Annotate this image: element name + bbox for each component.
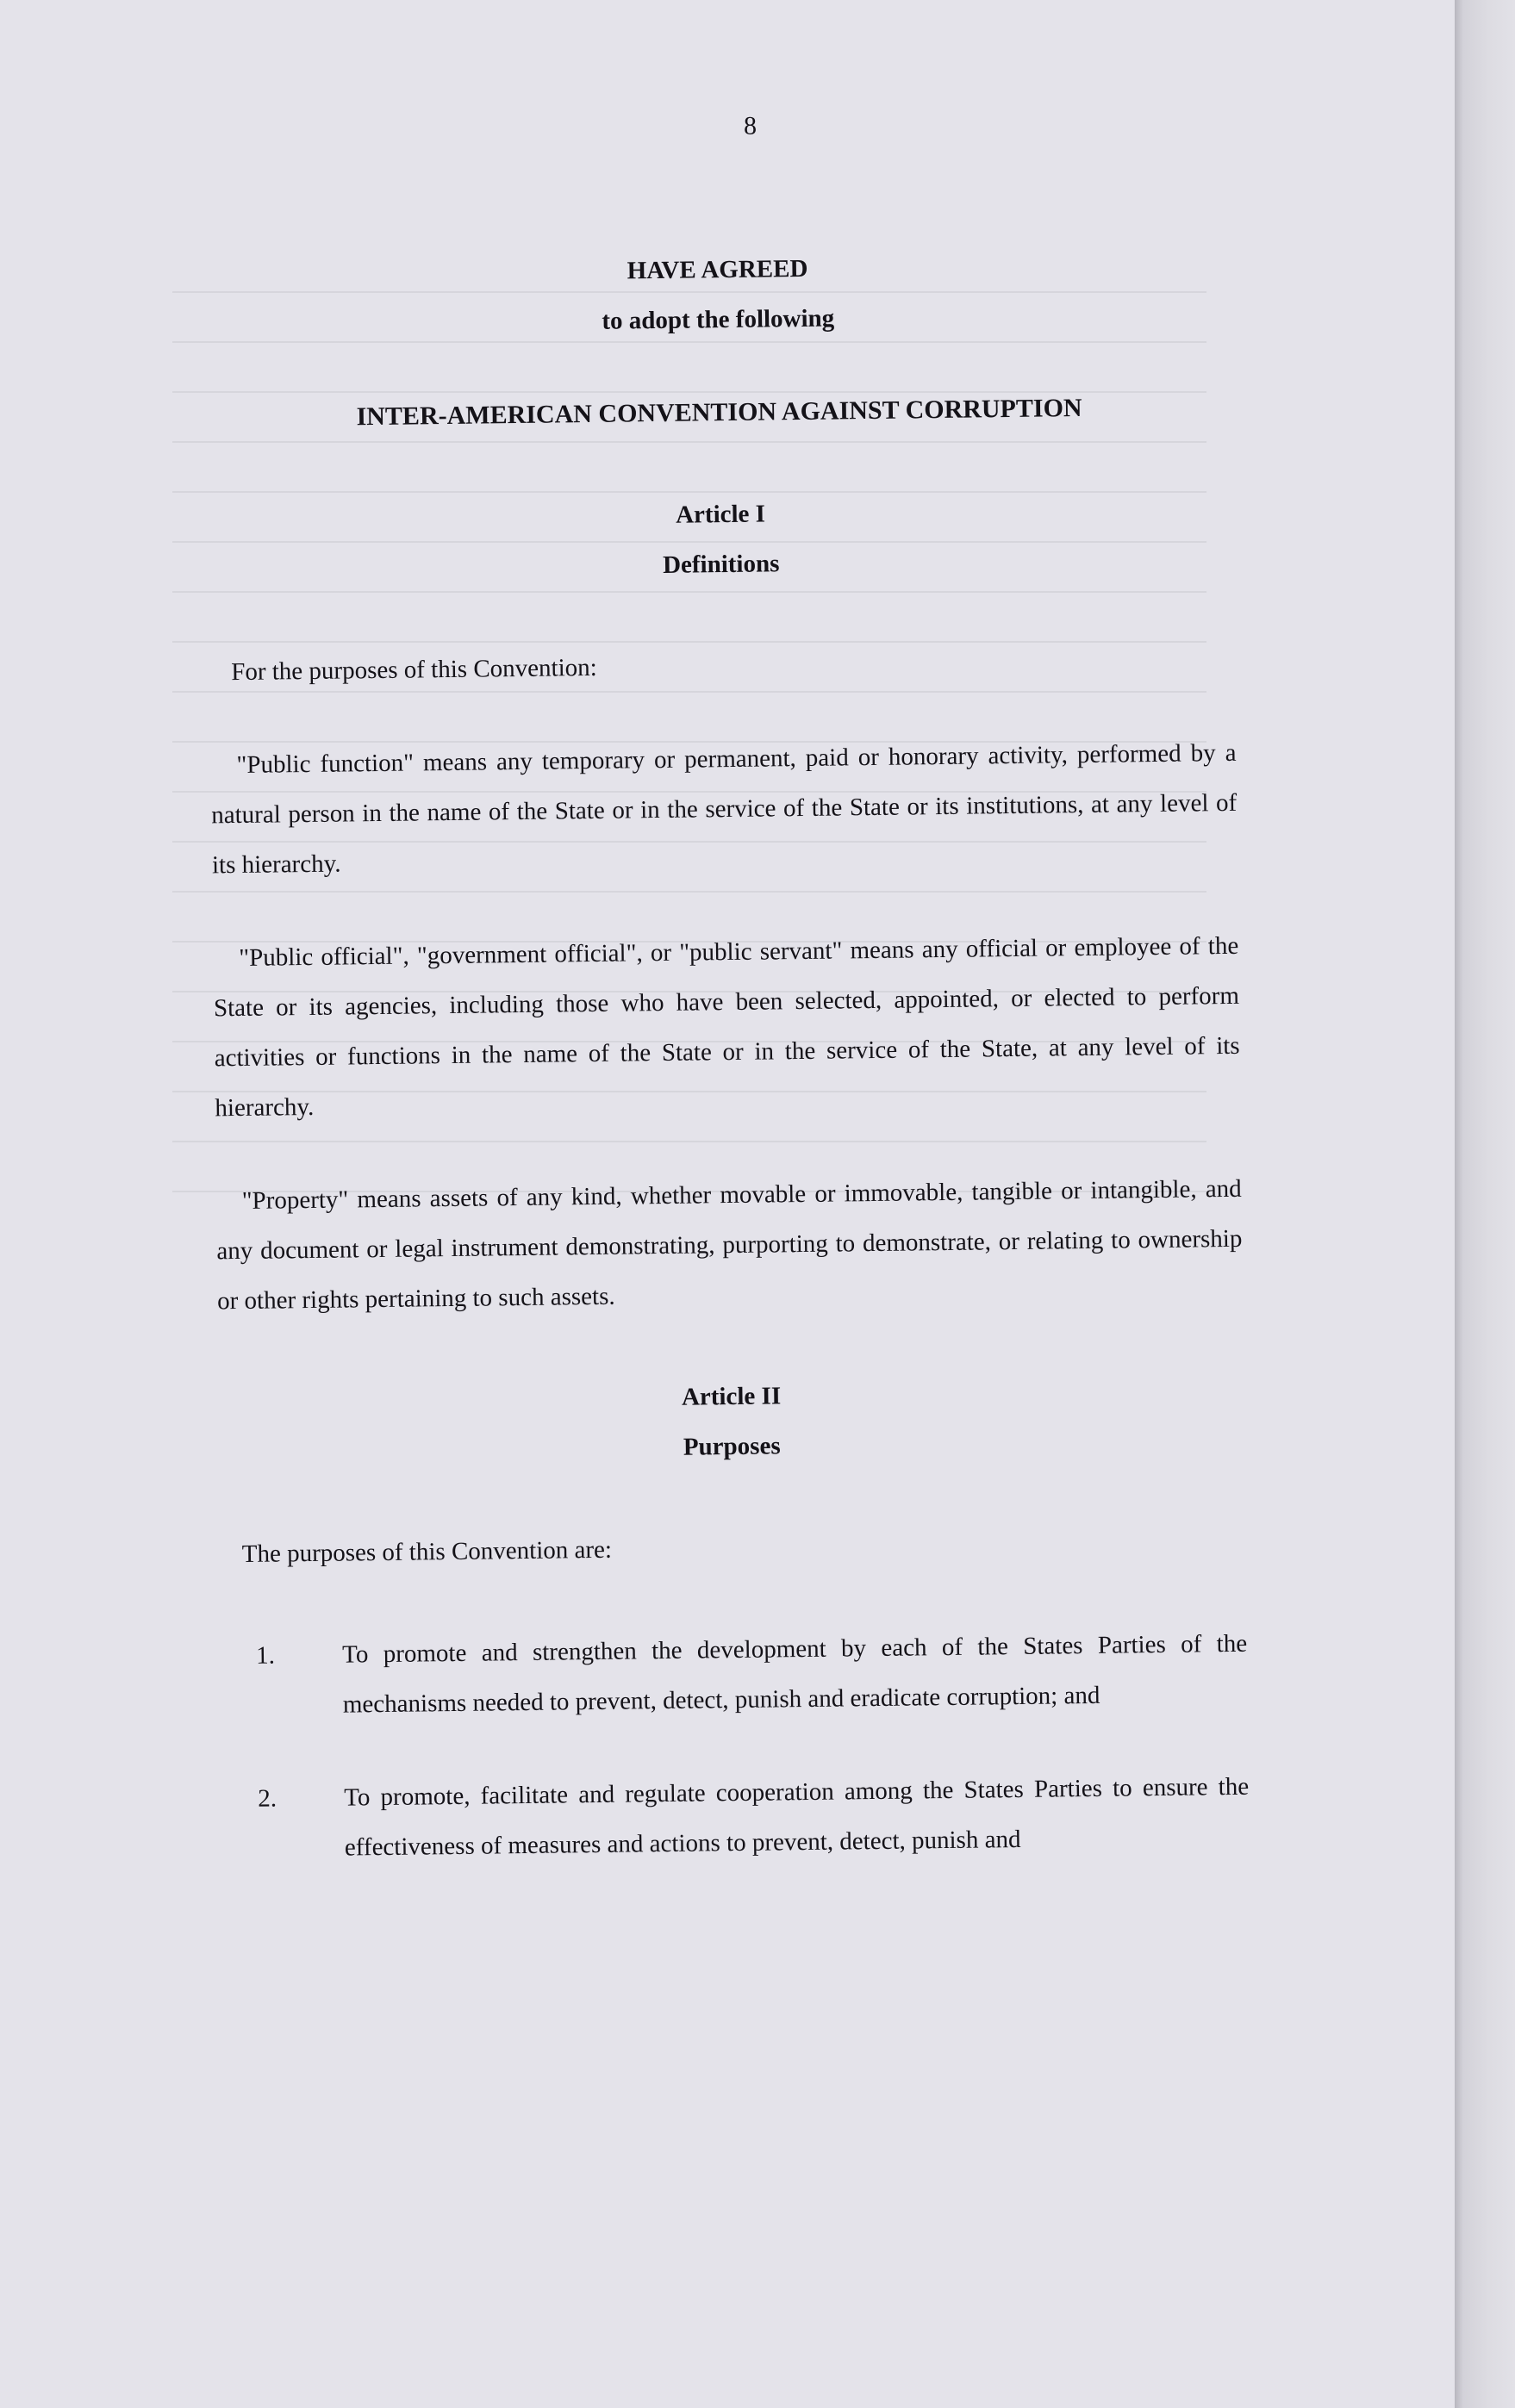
article-2-number: Article II — [681, 1382, 782, 1411]
purposes-list — [221, 1619, 1250, 1875]
article-1-name: Definitions — [662, 550, 780, 579]
definition-property: "Property" means assets of any kind, whether movable or immovable, tangible or intangible, and any document or legal instrument demonstrating, purporting to demonstrate, or relating to ownership or other rights pertaining to such assets. — [216, 1174, 1243, 1316]
article-1-intro: For the purposes of this Convention: — [231, 653, 597, 687]
article-2-intro: The purposes of this Convention are: — [241, 1535, 613, 1568]
article-1 — [208, 483, 1244, 1326]
page-content — [203, 106, 1250, 1874]
preamble-adopt: to adopt the following — [602, 304, 835, 335]
article-2 — [218, 1366, 1250, 1874]
article-1-number: Article I — [675, 500, 766, 529]
list-item-text: To promote and strengthen the development by each of the States Parties of the mechanisms needed to prevent, detect, punish and eradicate corruption; and — [341, 1629, 1248, 1719]
list-item-number: 2. — [258, 1784, 277, 1813]
list-item-text: To promote, facilitate and regulate cooperation among the States Parties to ensure the effectiveness of measures and actions to prevent, detect, punish and — [344, 1772, 1250, 1862]
definition-public-official: "Public official", "government official", or "public servant" means any official or employee of the State or its agencies, including those who have been selected, appointed, or elected to perform activities or functions in the name of the State or in the service of the State, at any level of its hierarchy. — [213, 931, 1240, 1123]
page-edge-shadow — [1455, 0, 1515, 2408]
preamble-have-agreed: HAVE AGREED — [627, 254, 808, 285]
page-number: 8 — [743, 111, 758, 140]
article-2-name: Purposes — [683, 1432, 781, 1461]
convention-title: INTER-AMERICAN CONVENTION AGAINST CORRUPTION — [356, 393, 1082, 432]
list-item — [221, 1619, 1248, 1732]
definition-public-function: "Public function" means any temporary or permanent, paid or honorary activity, performed by a natural person in the name of the State or in the service of the State or its institutions, at any level of its hierarchy. — [211, 738, 1238, 880]
list-item-number: 1. — [255, 1641, 276, 1670]
list-item — [223, 1762, 1250, 1875]
